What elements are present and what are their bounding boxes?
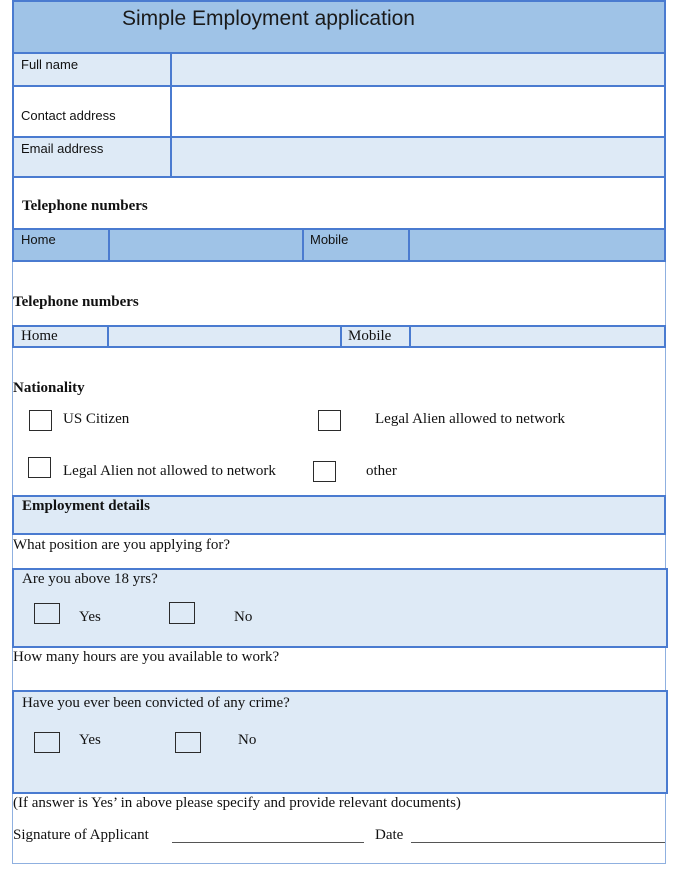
crime-note: (If answer is Yes’ in above please specify and provide relevant documents) — [13, 795, 461, 811]
age-question-section — [12, 568, 668, 648]
us-citizen-checkbox[interactable] — [29, 410, 52, 431]
mobile-phone-input-2[interactable] — [409, 325, 666, 348]
employment-details-heading: Employment details — [22, 498, 150, 514]
date-label: Date — [375, 827, 404, 843]
mobile-label-cell — [302, 228, 410, 262]
contact-address-label: Contact address — [21, 108, 116, 123]
contact-address-label-cell — [12, 85, 172, 138]
full-name-input[interactable] — [170, 52, 666, 87]
email-address-input[interactable] — [170, 136, 666, 178]
hours-question: How many hours are you available to work? — [13, 649, 280, 665]
mobile-label: Mobile — [310, 232, 349, 247]
telephone-heading: Telephone numbers — [22, 198, 148, 214]
telephone-heading-cell — [12, 176, 666, 230]
home-label: Home — [21, 232, 56, 247]
us-citizen-label: US Citizen — [63, 411, 130, 427]
hours-input[interactable] — [12, 668, 666, 690]
nationality-heading: Nationality — [13, 380, 85, 396]
form-title: Simple Employment application — [122, 7, 415, 30]
crime-yes-checkbox[interactable] — [34, 732, 60, 753]
other-nationality-label: other — [366, 463, 397, 479]
age-yes-label: Yes — [79, 609, 101, 625]
home-phone-input-2[interactable] — [107, 325, 342, 348]
age-no-label: No — [234, 609, 253, 625]
email-address-label: Email address — [21, 141, 104, 156]
crime-no-label: No — [238, 732, 257, 748]
mobile-label-cell-2 — [340, 325, 411, 348]
legal-alien-not-allowed-checkbox[interactable] — [28, 457, 51, 478]
mobile-label-2: Mobile — [348, 328, 392, 344]
signature-line[interactable] — [172, 842, 364, 843]
home-label-cell-2 — [12, 325, 109, 348]
signature-label: Signature of Applicant — [13, 827, 149, 843]
home-label-2: Home — [21, 328, 58, 344]
legal-alien-not-allowed-label: Legal Alien not allowed to network — [63, 463, 276, 479]
other-nationality-checkbox[interactable] — [313, 461, 336, 482]
crime-no-checkbox[interactable] — [175, 732, 201, 753]
date-line[interactable] — [411, 842, 665, 843]
telephone-heading-2: Telephone numbers — [13, 294, 139, 310]
home-label-cell — [12, 228, 110, 262]
crime-question: Have you ever been convicted of any crime? — [22, 695, 290, 711]
home-phone-input[interactable] — [108, 228, 304, 262]
employment-details-header — [12, 495, 666, 535]
position-input[interactable] — [12, 556, 666, 568]
legal-alien-allowed-label: Legal Alien allowed to network — [375, 411, 565, 427]
mobile-phone-input[interactable] — [408, 228, 666, 262]
position-question: What position are you applying for? — [13, 537, 231, 553]
form-header — [12, 0, 666, 54]
crime-yes-label: Yes — [79, 732, 101, 748]
legal-alien-allowed-checkbox[interactable] — [318, 410, 341, 431]
age-no-checkbox[interactable] — [169, 602, 195, 624]
age-yes-checkbox[interactable] — [34, 603, 60, 624]
age-question: Are you above 18 yrs? — [22, 571, 158, 587]
full-name-label: Full name — [21, 57, 79, 72]
full-name-label-cell — [12, 52, 172, 87]
crime-question-section — [12, 690, 668, 794]
email-label-cell — [12, 136, 172, 178]
contact-address-input[interactable] — [170, 85, 666, 138]
